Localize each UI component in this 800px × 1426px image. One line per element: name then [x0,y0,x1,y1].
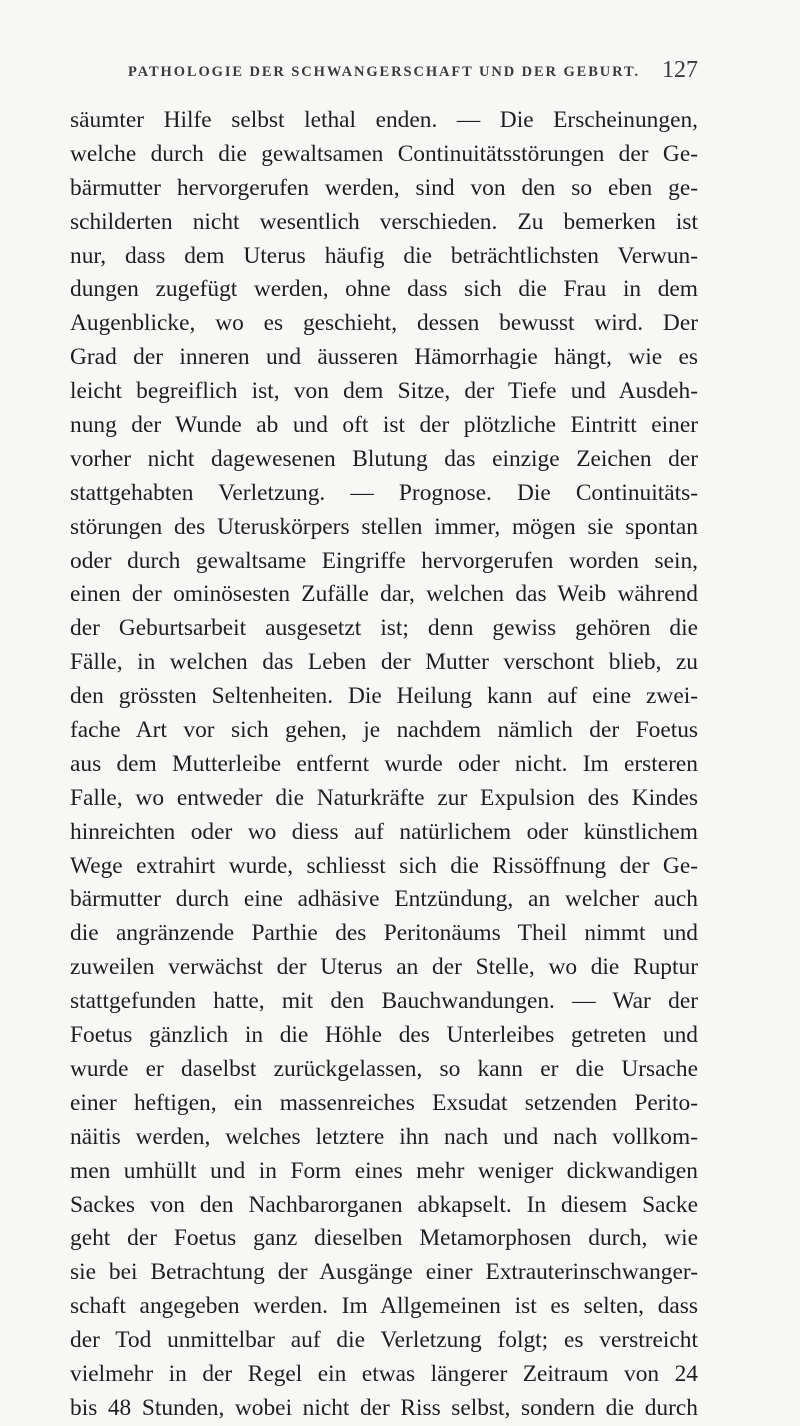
text-line: oder durch gewaltsame Eingriffe hervorgerufen worden sein, [70,547,698,574]
text-line: hinreichten oder wo diess auf natürlichem oder künstlichem [70,818,698,845]
text-line: Wege extrahirt wurde, schliesst sich die Rissöffnung der Ge- [70,852,698,879]
text-line: schaft angegeben werden. Im Allgemeinen ist es selten, dass [70,1293,698,1320]
text-line: näitis werden, welches letztere ihn nach und nach vollkom- [70,1123,698,1150]
text-line: nung der Wunde ab und oft ist der plötzliche Eintritt einer [70,412,698,439]
text-line: schilderten nicht wesentlich verschieden. Zu bemerken ist [70,208,698,235]
text-line: nur, dass dem Uterus häufig die beträchtlichsten Verwun- [70,242,698,269]
text-line: einen der ominösesten Zufälle dar, welchen das Weib während [70,581,698,608]
text-line: bärmutter durch eine adhäsive Entzündung, an welcher auch [70,886,698,913]
text-line: Foetus gänzlich in die Höhle des Unterleibes getreten und [70,1022,698,1049]
text-line: der Tod unmittelbar auf die Verletzung folgt; es verstreicht [70,1327,698,1354]
text-line: men umhüllt und in Form eines mehr weniger dickwandigen [70,1157,698,1184]
text-line: bärmutter hervorgerufen werden, sind von den so eben ge- [70,174,698,201]
running-head [128,57,698,86]
text-line: störungen des Uteruskörpers stellen immer, mögen sie spontan [70,513,698,540]
text-line: geht der Foetus ganz dieselben Metamorphosen durch, wie [70,1225,698,1252]
text-line: sie bei Betrachtung der Ausgänge einer Extrauterinschwanger- [70,1259,698,1286]
text-line: stattgehabten Verletzung. — Prognose. Die Continuitäts- [70,479,698,506]
text-line: Sackes von den Nachbarorganen abkapselt. In diesem Sacke [70,1191,698,1218]
text-line: fache Art vor sich gehen, je nachdem nämlich der Foetus [70,717,698,744]
text-line: aus dem Mutterleibe entfernt wurde oder nicht. Im ersteren [70,750,698,777]
body-text [70,104,698,1426]
text-line: wurde er daselbst zurückgelassen, so kann er die Ursache [70,1055,698,1082]
text-line: dungen zugefügt werden, ohne dass sich die Frau in dem [70,276,698,303]
text-line: säumter Hilfe selbst lethal enden. — Die Erscheinungen, [70,107,698,133]
text-line: einer heftigen, ein massenreiches Exsudat setzenden Perito- [70,1089,698,1116]
text-line: vorher nicht dagewesenen Blutung das einzige Zeichen der [70,445,698,472]
text-line: zuweilen verwächst der Uterus an der Stelle, wo die Ruptur [70,954,698,981]
text-line: Falle, wo entweder die Naturkräfte zur Expulsion des Kindes [70,784,698,811]
text-line: den grössten Seltenheiten. Die Heilung kann auf eine zwei- [70,683,698,710]
running-title: PATHOLOGIE DER SCHWANGERSCHAFT UND DER GEBURT. [128,64,641,80]
text-line: stattgefunden hatte, mit den Bauchwandungen. — War der [70,988,698,1015]
text-line: Grad der inneren und äusseren Hämorrhagie hängt, wie es [70,344,698,371]
text-line: der Geburtsarbeit ausgesetzt ist; denn gewiss gehören die [70,615,698,642]
text-line: welche durch die gewaltsamen Continuitätsstörungen der Ge- [70,140,698,167]
page-number: 127 [662,57,698,83]
text-line: leicht begreiflich ist, von dem Sitze, der Tiefe und Ausdeh- [70,378,698,405]
text-line: Fälle, in welchen das Leben der Mutter verschont blieb, zu [70,649,698,676]
text-line: bis 48 Stunden, wobei nicht der Riss selbst, sondern die durch [70,1394,698,1421]
text-line: Augenblicke, wo es geschieht, dessen bewusst wird. Der [70,310,698,337]
text-line: die angränzende Parthie des Peritonäums Theil nimmt und [70,920,698,947]
text-line: vielmehr in der Regel ein etwas längerer Zeitraum von 24 [70,1360,698,1387]
